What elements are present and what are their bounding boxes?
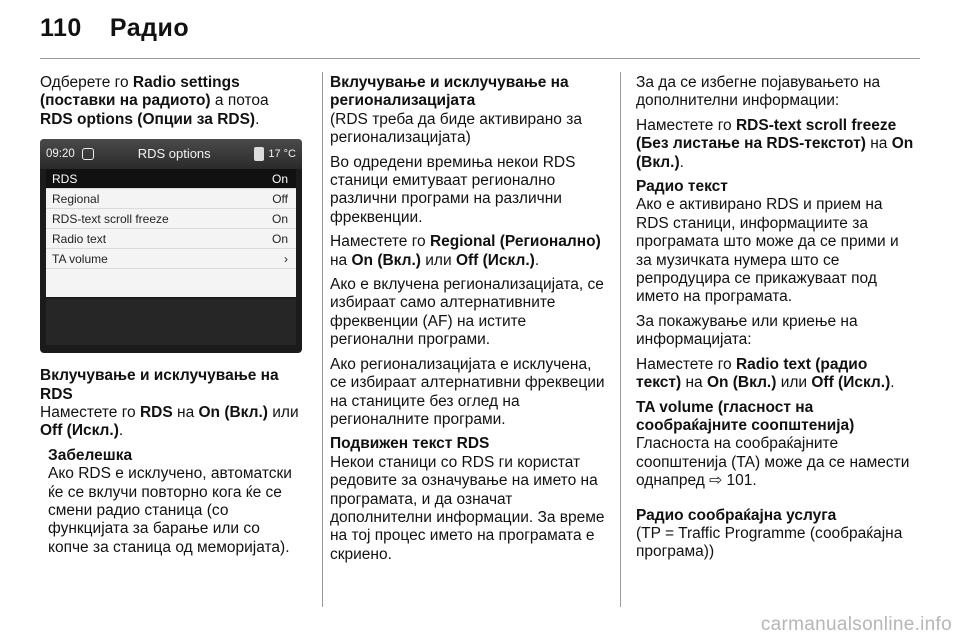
page-number: 110 xyxy=(40,14,82,42)
avoid-paragraph: За да се избегне појавувањето на дополнителни информации: xyxy=(636,74,881,110)
column-1 xyxy=(40,74,302,563)
note-heading: Забелешка xyxy=(48,446,133,464)
header-rule xyxy=(40,58,920,59)
radio-text-toggle-paragraph: За покажување или криење на информацијата: xyxy=(636,312,858,349)
thermometer-icon xyxy=(254,147,264,161)
radio-text-heading: Радио текст xyxy=(636,178,728,196)
regional-paragraph-2: Ако е вклучена регионализацијата, се избираат само алтернативните фреквенции (AF) на истите регионални програми. xyxy=(330,276,604,349)
note-box xyxy=(48,447,302,557)
tp-paragraph: (TP = Traffic Programme (сообраќајна програма)) xyxy=(636,524,903,561)
regional-set-paragraph: Наместете го Regional (Регионално) на On (Вкл.) или Off (Искл.). xyxy=(330,233,601,269)
rds-heading: Вклучување и исклучување на RDS xyxy=(40,367,279,403)
menu-row-radio-text[interactable]: Radio text On xyxy=(46,229,296,249)
page-header xyxy=(40,14,920,48)
scroll-freeze-set-paragraph: Наместете го RDS-text scroll freeze (Без листање на RDS-текстот) на On (Вкл.). xyxy=(636,116,914,171)
column-2 xyxy=(330,74,610,570)
watermark: carmanualsonline.info xyxy=(760,614,952,635)
temperature: 17 °C xyxy=(268,148,296,161)
phone-icon xyxy=(82,148,94,160)
screen-menu xyxy=(46,169,296,297)
radio-text-set-paragraph: Наместете го Radio text (радио текст) на On (Вкл.) или Off (Искл.). xyxy=(636,355,895,392)
screen-status-bar xyxy=(40,139,302,169)
chapter-title: Радио xyxy=(109,14,190,42)
menu-row-regional[interactable]: Regional Off xyxy=(46,189,296,209)
regional-subtitle: (RDS треба да биде активирано за регионализацијата) xyxy=(330,110,582,147)
clock: 09:20 xyxy=(46,148,75,161)
radio-text-paragraph: Ако е активирано RDS и прием на RDS станици, информациите за програмата што може да се прими и за музичката нумера што се репродуцира се прикажуваат под името на програмата. xyxy=(636,196,899,306)
regional-paragraph-3: Ако регионализацијата е исклучена, се избираат алтернативни фреквеции на станиците без оглед на регионалните програми. xyxy=(330,355,605,428)
page-reference-icon: ⇨ xyxy=(709,472,723,490)
ta-volume-paragraph: Гласноста на сообраќајните соопштенија (TA) може да се намести однапред ⇨ 101. xyxy=(636,435,910,490)
scroll-text-paragraph: Некои станици со RDS ги користат редовите за означување на името на програмата, и да означат дополнителни информации. За време на тој процес името на програмата е скриено. xyxy=(330,453,605,563)
rds-paragraph: Наместете го RDS на On (Вкл.) или Off (Искл.). xyxy=(40,404,299,440)
rds-options-screen xyxy=(40,139,302,353)
column-divider xyxy=(620,72,621,607)
note-text: Ако RDS е исклучено, автоматски ќе се вклучи повторно кога ќе се смени радио станица (со функцијата за барање или со копче за станица од меморијата). xyxy=(48,465,292,556)
menu-row-scroll-freeze[interactable]: RDS-text scroll freeze On xyxy=(46,209,296,229)
column-divider xyxy=(322,72,323,607)
chevron-right-icon: › xyxy=(284,251,288,266)
menu-row-rds[interactable]: RDS On xyxy=(46,169,296,189)
menu-row-ta-volume[interactable]: TA volume › xyxy=(46,249,296,269)
regional-paragraph-1: Во одредени времиња некои RDS станици емитуваат регионално различни програми на различни фреквенции. xyxy=(330,153,576,226)
screen-bottom-panel xyxy=(46,299,296,345)
ta-volume-heading: TA volume (гласност на сообраќајните соопштенија) xyxy=(636,398,855,434)
scroll-text-heading: Подвижен текст RDS xyxy=(330,435,490,453)
tp-heading: Радио сообраќајна услуга xyxy=(636,506,837,524)
screen-title: RDS options xyxy=(137,146,211,162)
column-3 xyxy=(636,74,916,568)
regional-heading: Вклучување и исклучување на регионализацијата xyxy=(330,74,569,110)
intro-paragraph: Одберете го Radio settings (поставки на радиото) а потоа RDS options (Опции за RDS). xyxy=(40,74,269,128)
